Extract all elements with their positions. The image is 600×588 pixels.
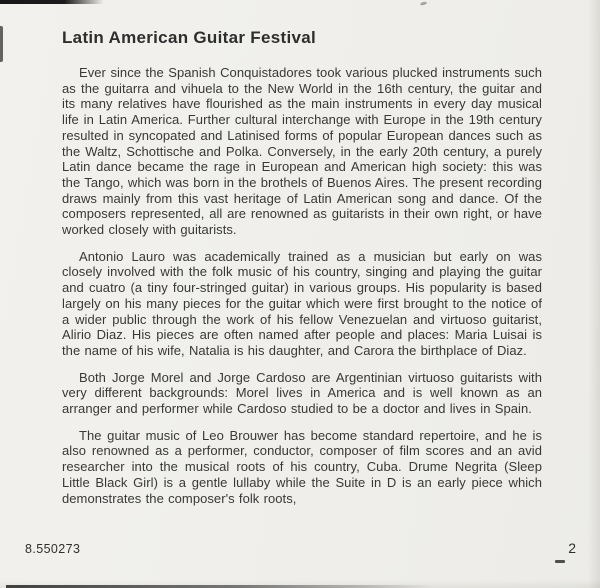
paragraph-introduction: Ever since the Spanish Conquistadores took various plucked instruments such as the guitarra and vihuela to the New World in the 16th century, the guitar and its many relatives have flourished as the main instruments in every day musical life in Latin America. Further cultural interchange with Europe in the 19th century resulted in syncopated and Latinised forms of popular European dances such as the Waltz, Schottische and Polka. Conversely, in the early 20th century, a purely Latin dance became the rage in European and American high society: this was the Tango, which was born in the brothels of Buenos Aires. The present recording draws mainly from this vast heritage of Latin American song and dance. Of the composers represented, all are renowned as guitarists in their own right, or have worked closely with guitarists. bbox=[62, 65, 542, 238]
paragraph-antonio-lauro: Antonio Lauro was academically trained as a musician but early on was closely involved with the folk music of his country, singing and playing the guitar and cuatro (a tiny four-stringed guitar) in various groups. His popularity is based largely on his many pieces for the guitar which were first brought to the notice of a wider public through the work of his fellow Venezuelan and virtuoso guitarist, Alirio Diaz. His pieces are often named after people and places: Maria Luisai is the name of his wife, Natalia is his daughter, and Carora the birthplace of Diaz. bbox=[62, 248, 542, 358]
scan-artifact-top-strip bbox=[0, 0, 104, 4]
page-title: Latin American Guitar Festival bbox=[62, 28, 316, 47]
scan-artifact-speck bbox=[420, 1, 428, 6]
booklet-text-block bbox=[62, 28, 542, 517]
paragraph-leo-brouwer: The guitar music of Leo Brouwer has become standard repertoire, and he is also renowned as a performer, conductor, composer of film scores and an avid researcher into the musical roots of his country, Cuba. Drume Negrita (Sleep Little Black Girl) is a gentle lullaby while the Suite in D is an early piece which demonstrates the composer's folk roots, bbox=[62, 427, 542, 506]
scan-artifact-left-mark bbox=[0, 26, 3, 62]
scan-edge-shadow-right bbox=[588, 0, 600, 588]
scan-edge-shadow-bottom bbox=[0, 580, 600, 588]
scan-artifact-right-dash bbox=[555, 560, 565, 563]
paragraph-morel-cardoso: Both Jorge Morel and Jorge Cardoso are Argentinian virtuoso guitarists with very different backgrounds: Morel lives in America and is well known as an arranger and performer while Cardoso studied to be a doctor and lives in Spain. bbox=[62, 369, 542, 417]
catalog-number: 8.550273 bbox=[25, 542, 81, 556]
page-number: 2 bbox=[568, 540, 576, 556]
page-footer bbox=[25, 540, 576, 556]
